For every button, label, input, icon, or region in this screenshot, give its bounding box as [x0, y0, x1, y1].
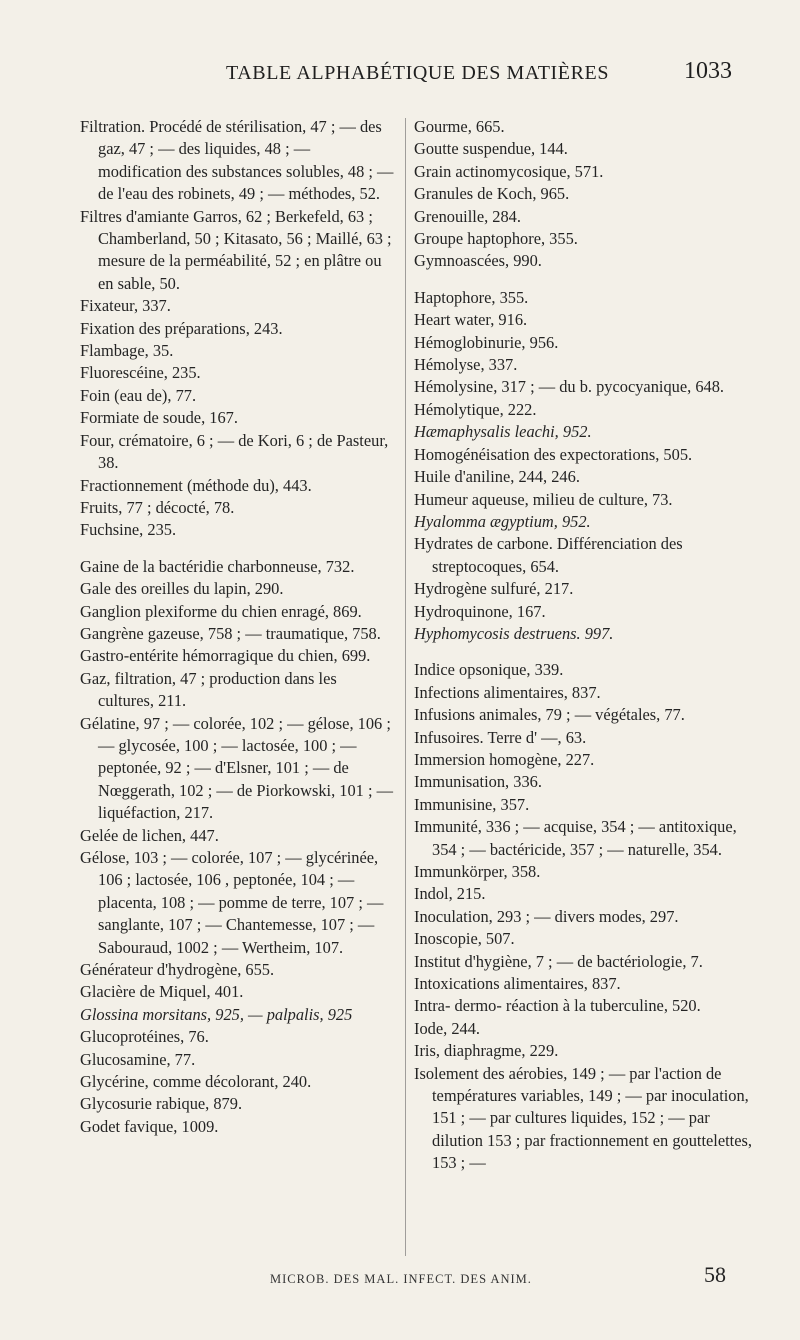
index-entry: Filtration. Procédé de stérilisation, 47 ; — des gaz, 47 ; — des liquides, 48 ; — modification des substances solubles, 48 ; — de l'eau des robinets, 49 ; — méthodes, 52.: [80, 117, 394, 204]
footer-running-title: MICROB. DES MAL. INFECT. DES ANIM.: [270, 1272, 532, 1286]
index-column-right: [414, 116, 754, 1175]
index-entry: Hémolyse, 337.: [414, 355, 518, 375]
index-entry: Gastro-entérite hémorragique du chien, 699.: [80, 646, 371, 666]
index-entry: Gélatine, 97 ; — colorée, 102 ; — gélose, 106 ; — glycosée, 100 ; — lactosée, 100 ; — peptonée, 92 ; — d'Elsner, 101 ; — de Nœggerath, 102 ; — de Piorkowski, 101 ; — liquéfaction, 217.: [80, 713, 394, 823]
index-entry: Gelée de lichen, 447.: [80, 825, 219, 845]
index-entry: Fluorescéine, 235.: [80, 363, 201, 383]
index-entry: Hyphomycosis destruens. 997.: [414, 623, 614, 643]
index-entry: Gélose, 103 ; — colorée, 107 ; — glycérinée, 106 ; lactosée, 106 , peptonée, 104 ; — placenta, 108 ; — pomme de terre, 107 ; — sanglante, 107 ; — Chantemesse, 107 ; — Sabouraud, 1002 ; — Wertheim, 107.: [80, 848, 384, 957]
index-entry: Intra- dermo- réaction à la tuberculine, 520.: [414, 996, 701, 1016]
index-entry: Gaine de la bactéridie charbonneuse, 732.: [80, 556, 355, 576]
index-entry: Humeur aqueuse, milieu de culture, 73.: [414, 489, 673, 509]
index-entry: Hydroquinone, 167.: [414, 601, 546, 621]
index-entry: Godet favique, 1009.: [80, 1116, 219, 1136]
index-entry: Heart water, 916.: [414, 310, 528, 330]
index-entry: Fruits, 77 ; décocté, 78.: [80, 497, 235, 517]
index-entry: Formiate de soude, 167.: [80, 408, 238, 428]
index-entry: Grenouille, 284.: [414, 206, 521, 226]
index-entry: Fractionnement (méthode du), 443.: [80, 475, 312, 495]
index-entry: Haptophore, 355.: [414, 287, 529, 307]
index-entry: Inoculation, 293 ; — divers modes, 297.: [414, 906, 679, 926]
index-entry: Immunité, 336 ; — acquise, 354 ; — antitoxique, 354 ; — bactéricide, 357 ; — naturelle, 354.: [414, 817, 737, 859]
index-entry: Générateur d'hydrogène, 655.: [80, 960, 275, 980]
index-entry: Gangrène gazeuse, 758 ; — traumatique, 758.: [80, 623, 381, 643]
running-head: TABLE ALPHABÉTIQUE DES MATIÈRES: [226, 62, 610, 84]
index-column-left: [80, 116, 396, 1138]
signature-mark: 58: [704, 1262, 726, 1287]
index-entry: Inoscopie, 507.: [414, 929, 515, 949]
index-entry: Indol, 215.: [414, 884, 486, 904]
index-entry: Immunkörper, 358.: [414, 862, 541, 881]
index-entry: Gaz, filtration, 47 ; production dans les cultures, 211.: [80, 668, 337, 711]
page-number: 1033: [684, 58, 732, 84]
index-entry: Iris, diaphragme, 229.: [414, 1041, 559, 1061]
index-entry: Huile d'aniline, 244, 246.: [414, 467, 580, 487]
index-entry: Hémolysine, 317 ; — du b. pycocyanique, 648.: [414, 377, 725, 397]
index-entry: Fixateur, 337.: [80, 296, 171, 316]
index-entry: Ganglion plexiforme du chien enragé, 869.: [80, 601, 362, 621]
index-entry: Gymnoascées, 990.: [414, 251, 542, 271]
index-entry: Immunisine, 357.: [414, 794, 530, 814]
index-entry: Immunisation, 336.: [414, 772, 542, 792]
index-entry: Indice opsonique, 339.: [414, 660, 564, 680]
index-entry: Flambage, 35.: [80, 341, 174, 361]
index-entry: Glycosurie rabique, 879.: [80, 1094, 243, 1114]
index-entry: Four, crématoire, 6 ; — de Kori, 6 ; de Pasteur, 38.: [80, 430, 389, 473]
index-entry: Isolement des aérobies, 149 ; — par l'action de températures variables, 149 ; — par inoculation, 151 ; — par cultures liquides, 152 ; — par dilution 153 ; par fractionnement en gouttelettes, 153 ; —: [414, 1063, 752, 1173]
index-entry: Iode, 244.: [414, 1018, 481, 1038]
index-entry: Gale des oreilles du lapin, 290.: [80, 579, 284, 599]
index-entry: Glucosamine, 77.: [80, 1049, 196, 1069]
index-entry: Grain actinomycosique, 571.: [414, 161, 604, 181]
index-entry: Institut d'hygiène, 7 ; — de bactériologie, 7.: [414, 951, 703, 971]
index-entry: Hémoglobinurie, 956.: [414, 332, 559, 352]
index-entry: Homogénéisation des expectorations, 505.: [414, 444, 693, 464]
index-entry: Glossina morsitans, 925, — palpalis, 925: [80, 1004, 353, 1024]
index-entry: Fixation des préparations, 243.: [80, 318, 283, 338]
index-entry: Goutte suspendue, 144.: [414, 139, 568, 159]
index-entry: Glucoprotéines, 76.: [80, 1027, 209, 1047]
index-entry: Foin (eau de), 77.: [80, 385, 197, 405]
index-entry: Hydrogène sulfuré, 217.: [414, 579, 574, 599]
index-entry: Infusions animales, 79 ; — végétales, 77.: [414, 705, 685, 725]
index-entry: Glycérine, comme décolorant, 240.: [80, 1072, 312, 1092]
index-entry: Hæmaphysalis leachi, 952.: [414, 422, 592, 442]
index-entry: Infections alimentaires, 837.: [414, 682, 601, 702]
index-entry: Hydrates de carbone. Différenciation des streptocoques, 654.: [414, 534, 683, 576]
index-entry: Glacière de Miquel, 401.: [80, 982, 244, 1002]
index-entry: Intoxications alimentaires, 837.: [414, 974, 621, 994]
index-entry: Filtres d'amiante Garros, 62 ; Berkefeld, 63 ; Chamberland, 50 ; Kitasato, 56 ; Maillé, 63 ; mesure de la perméabilité, 52 ; en plâtre ou en sable, 50.: [80, 206, 392, 293]
index-entry: Infusoires. Terre d' —, 63.: [414, 727, 587, 747]
index-entry: Granules de Koch, 965.: [414, 184, 570, 204]
index-entry: Gourme, 665.: [414, 117, 505, 136]
index-entry: Fuchsine, 235.: [80, 520, 177, 540]
index-entry: Hémolytique, 222.: [414, 399, 537, 419]
column-divider: [405, 118, 406, 1256]
index-entry: Immersion homogène, 227.: [414, 749, 595, 769]
index-entry: Groupe haptophore, 355.: [414, 229, 578, 249]
index-entry: Hyalomma ægyptium, 952.: [414, 511, 591, 531]
